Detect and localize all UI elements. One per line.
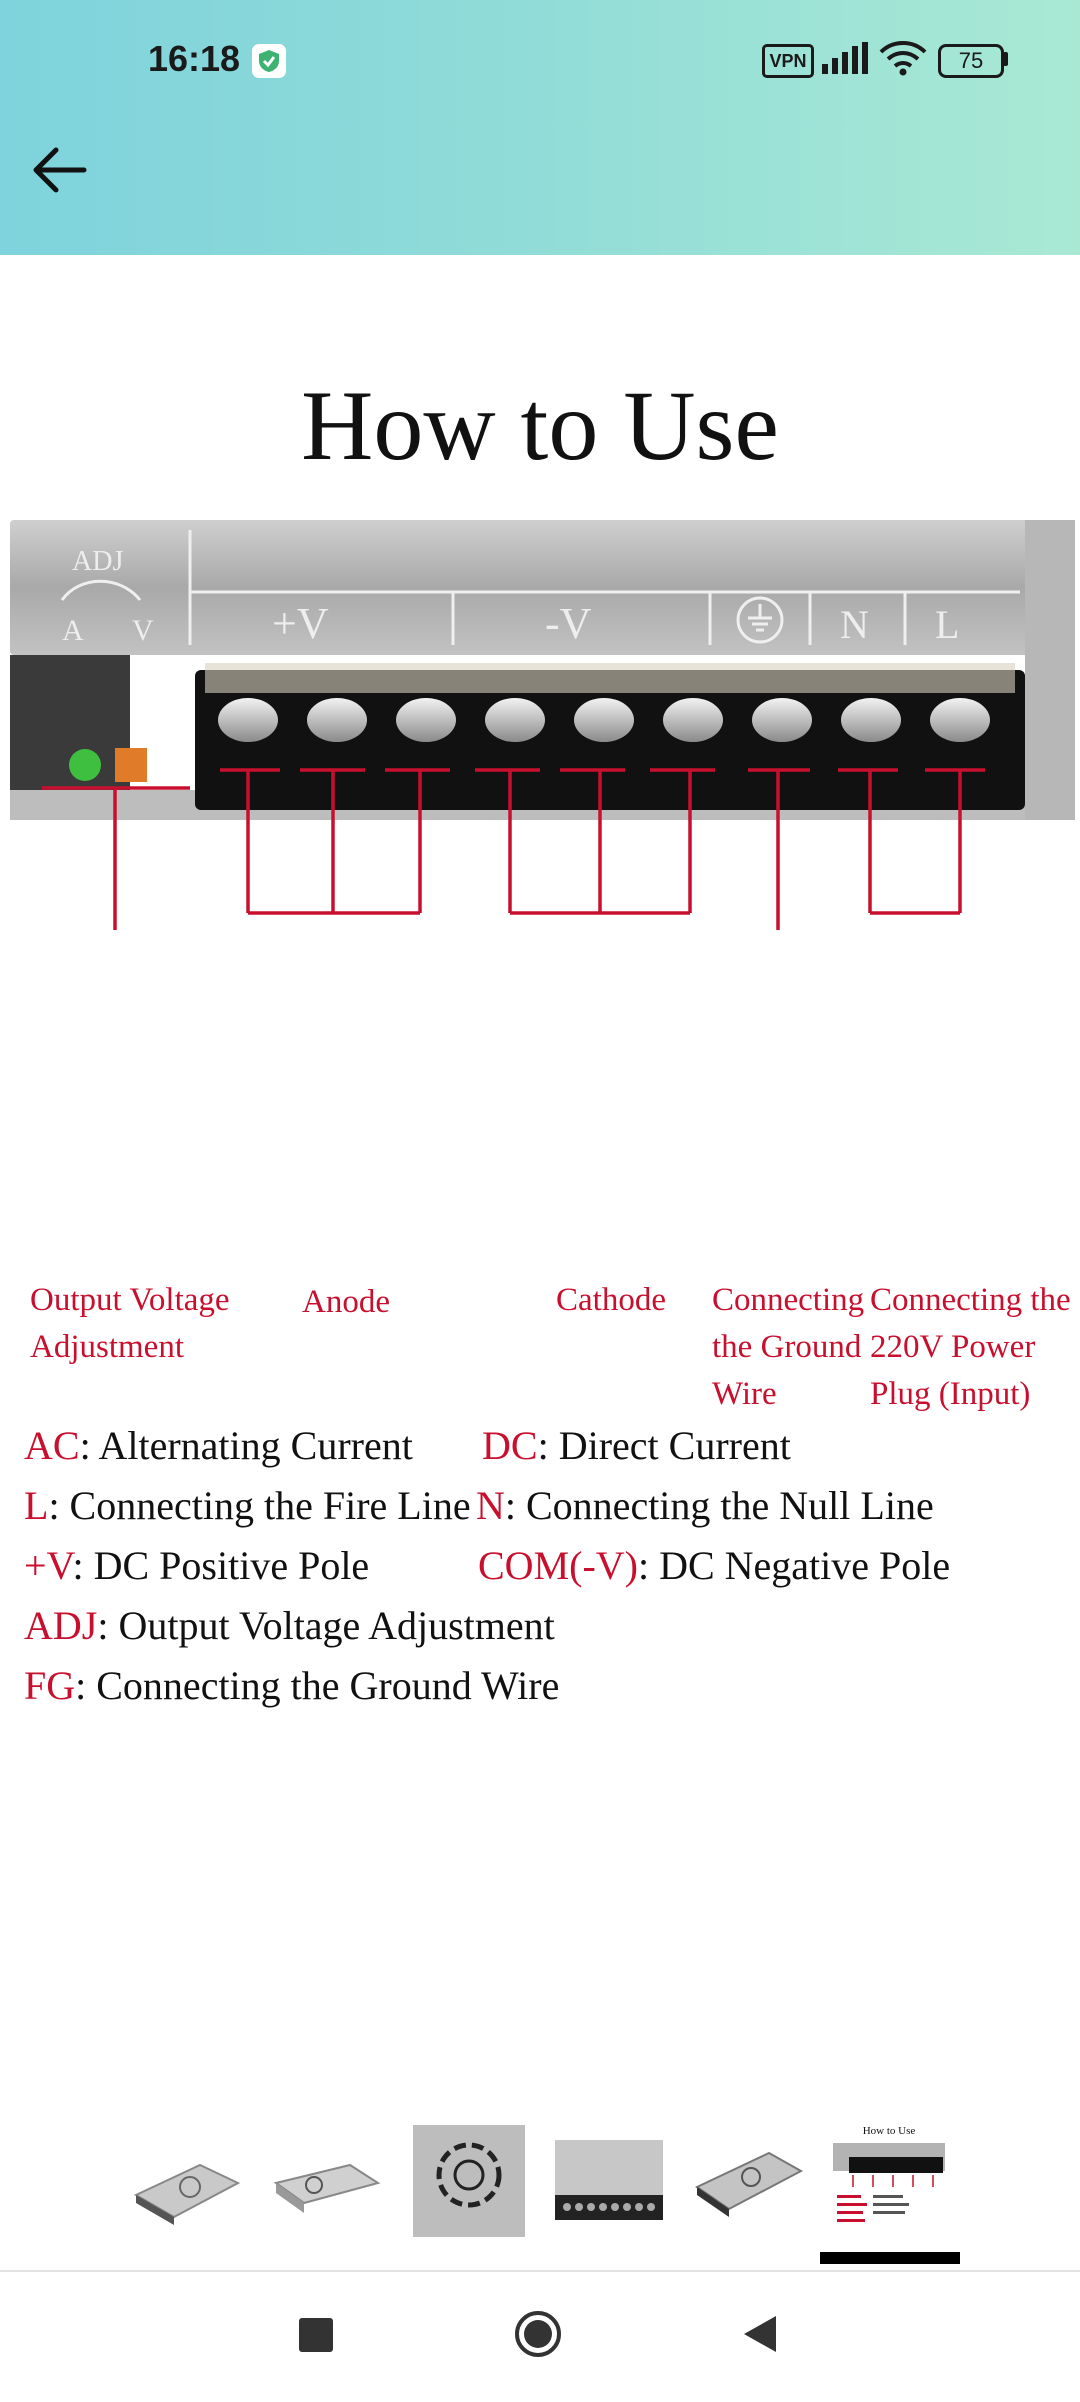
- panel-v: V: [132, 614, 154, 647]
- legend-plus-v: +V: DC Positive Pole: [24, 1543, 370, 1588]
- panel-minus-v: -V: [545, 599, 592, 648]
- arrow-left-icon: [20, 130, 100, 210]
- panel-a: A: [62, 614, 84, 647]
- callout-cathode: Cathode: [556, 1282, 666, 1318]
- panel-adj: ADJ: [72, 546, 124, 577]
- legend-n: N: Connecting the Null Line: [476, 1483, 934, 1528]
- casing-top: [10, 520, 1075, 655]
- thumbnail-1[interactable]: [130, 2125, 242, 2237]
- casing-right: [1025, 520, 1075, 820]
- status-time: 16:18: [148, 38, 241, 79]
- thumbnail-4[interactable]: [553, 2125, 665, 2237]
- callout-anode: Anode: [302, 1284, 390, 1320]
- thumbnail-6-image: [833, 2137, 945, 2233]
- panel-l: L: [935, 602, 960, 647]
- power-supply-illustration: [10, 520, 1075, 1240]
- home-circle-icon[interactable]: [514, 2310, 562, 2358]
- legend-adj: ADJ: Output Voltage Adjustment: [24, 1603, 555, 1648]
- callout-output-voltage: Output Voltage Adjustment: [30, 1282, 230, 1365]
- thumbnail-2[interactable]: [270, 2125, 382, 2237]
- back-triangle-icon[interactable]: [742, 2314, 778, 2354]
- led-indicator: [69, 749, 101, 781]
- battery-icon: 75: [938, 44, 1004, 78]
- wifi-icon: [878, 40, 928, 76]
- app-header: [0, 0, 1080, 255]
- shield-check-icon: [252, 44, 286, 78]
- image-title: How to Use: [301, 370, 779, 481]
- thumbnail-6-selected[interactable]: How to Use: [833, 2125, 945, 2237]
- legend-ac: AC: Alternating Current: [24, 1423, 413, 1468]
- signal-icon: [822, 42, 868, 74]
- panel-plus-v: +V: [272, 599, 329, 648]
- recents-square-icon[interactable]: [299, 2318, 333, 2352]
- vpn-icon: VPN: [762, 44, 814, 78]
- callout-ground: Connecting the Ground Wire: [712, 1282, 865, 1412]
- terminal-screws: [218, 698, 990, 742]
- legend-com: COM(-V): DC Negative Pole: [478, 1543, 951, 1588]
- legend-l: L: Connecting the Fire Line: [24, 1483, 471, 1528]
- thumbnail-5[interactable]: [693, 2125, 805, 2237]
- legend-fg: FG: Connecting the Ground Wire: [24, 1663, 560, 1708]
- back-button[interactable]: [20, 130, 100, 210]
- battery-tip: [1003, 52, 1008, 66]
- legend-dc: DC: Direct Current: [482, 1423, 791, 1468]
- thumbnail-3[interactable]: [413, 2125, 525, 2237]
- thumbnail-selected-indicator: [820, 2252, 960, 2264]
- potentiometer: [115, 748, 147, 782]
- panel-n: N: [840, 602, 869, 647]
- callout-power: Connecting the 220V Power Plug (Input): [870, 1282, 1071, 1412]
